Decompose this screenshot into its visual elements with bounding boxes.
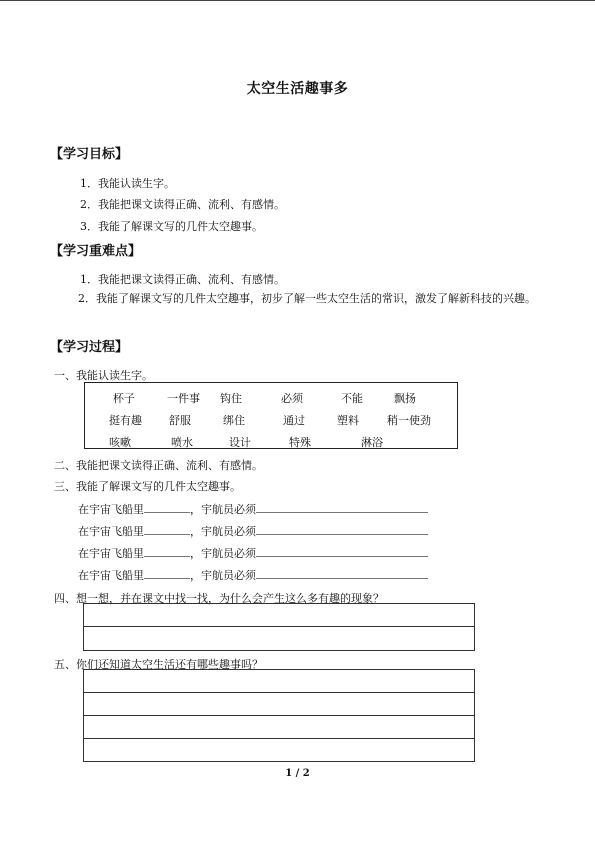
fill-line — [78, 545, 428, 561]
vocab-word: 塑料 — [337, 414, 359, 427]
blank-short[interactable] — [144, 567, 190, 579]
fill-middle: ，宇航员必须 — [190, 503, 256, 516]
answer-row[interactable] — [84, 716, 474, 739]
answer-row[interactable] — [84, 604, 474, 627]
vocab-word: 飘扬 — [394, 392, 416, 405]
vocab-word: 稍一使劲 — [387, 414, 431, 427]
section-three-label: 三、我能了解课文写的几件太空趣事。 — [54, 480, 241, 493]
blank-long[interactable] — [256, 523, 428, 535]
key-points-heading: 【学习重难点】 — [50, 244, 142, 259]
answer-box-four — [83, 603, 475, 651]
vocab-word: 不能 — [341, 392, 363, 405]
key-point-item: 2．我能了解课文写的几件太空趣事，初步了解一些太空生活的常识，激发了解新科技的兴趣。 — [78, 292, 536, 305]
fill-prefix: 在宇宙飞船里 — [78, 569, 144, 582]
goals-heading: 【学习目标】 — [50, 147, 129, 162]
page-title: 太空生活趣事多 — [246, 81, 349, 97]
vocab-word: 必须 — [281, 392, 303, 405]
answer-box-five — [83, 669, 475, 762]
vocab-word: 咳嗽 — [109, 436, 131, 449]
blank-long[interactable] — [256, 545, 428, 557]
fill-prefix: 在宇宙飞船里 — [78, 547, 144, 560]
answer-row[interactable] — [84, 627, 474, 650]
vocab-word: 淋浴 — [361, 436, 383, 449]
vocab-word: 舒服 — [169, 414, 191, 427]
fill-line — [78, 523, 428, 539]
top-rule — [0, 0, 595, 1]
vocab-word: 挺有趣 — [109, 414, 142, 427]
goal-item: 1．我能认读生字。 — [80, 177, 175, 190]
section-four-label: 四、想一想，并在课文中找一找，为什么会产生这么多有趣的现象？ — [54, 592, 384, 605]
page-number: 1 / 2 — [285, 768, 310, 779]
blank-long[interactable] — [256, 567, 428, 579]
process-heading: 【学习过程】 — [50, 340, 129, 355]
section-one-label: 一、我能认读生字。 — [54, 369, 153, 382]
vocabulary-box — [84, 382, 458, 449]
blank-long[interactable] — [256, 501, 428, 513]
fill-middle: ，宇航员必须 — [190, 525, 256, 538]
answer-row[interactable] — [84, 693, 474, 716]
fill-prefix: 在宇宙飞船里 — [78, 525, 144, 538]
fill-middle: ，宇航员必须 — [190, 569, 256, 582]
answer-row[interactable] — [84, 670, 474, 693]
answer-row[interactable] — [84, 739, 474, 761]
blank-short[interactable] — [144, 501, 190, 513]
blank-short[interactable] — [144, 523, 190, 535]
fill-prefix: 在宇宙飞船里 — [78, 503, 144, 516]
vocab-word: 特殊 — [289, 436, 311, 449]
key-point-item: 1．我能把课文读得正确、流利、有感情。 — [80, 273, 285, 286]
goal-item: 3．我能了解课文写的几件太空趣事。 — [80, 220, 263, 233]
goal-item: 2．我能把课文读得正确、流利、有感情。 — [80, 198, 285, 211]
vocab-word: 钩住 — [220, 392, 242, 405]
section-two-label: 二、我能把课文读得正确、流利、有感情。 — [54, 459, 263, 472]
vocab-word: 设计 — [229, 436, 251, 449]
fill-line — [78, 501, 428, 517]
vocab-word: 喷水 — [171, 436, 193, 449]
vocab-word: 一件事 — [167, 392, 200, 405]
vocab-word: 杯子 — [113, 392, 135, 405]
fill-line — [78, 567, 428, 583]
vocab-word: 绑住 — [223, 414, 245, 427]
blank-short[interactable] — [144, 545, 190, 557]
vocab-word: 通过 — [283, 414, 305, 427]
section-five-label: 五、你们还知道太空生活还有哪些趣事吗？ — [54, 658, 263, 671]
fill-middle: ，宇航员必须 — [190, 547, 256, 560]
